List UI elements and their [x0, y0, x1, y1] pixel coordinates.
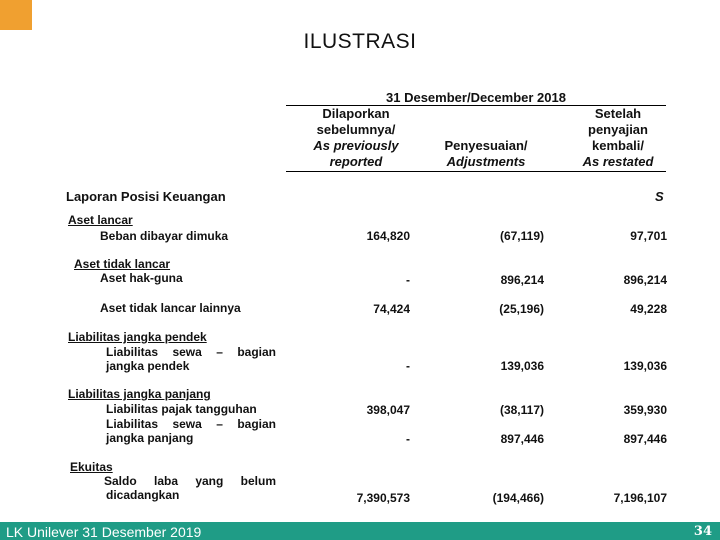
row-value-previously-reported: -	[406, 273, 410, 287]
footer-bar	[0, 522, 720, 540]
corner-accent	[0, 0, 32, 30]
row-label: Beban dibayar dimuka	[100, 229, 229, 243]
column-header-line: penyajian	[588, 122, 648, 137]
row-label-line: Saldo laba yang belum	[104, 474, 276, 488]
row-label	[106, 417, 276, 445]
column-header-line: reported	[329, 154, 383, 169]
row-value-previously-reported: 398,047	[366, 403, 410, 417]
currency-label: S	[655, 189, 664, 204]
column-header-previously-reported	[296, 106, 416, 170]
column-header-line: As previously	[313, 138, 399, 153]
group-aset-tidak-lancar: Aset tidak lancar	[74, 257, 171, 271]
row-label-line: jangka pendek	[106, 359, 190, 373]
row-value-adjustment: (194,466)	[492, 491, 544, 505]
row-value-restated: 49,228	[630, 302, 667, 316]
row-label: Liabilitas pajak tangguhan	[106, 402, 257, 416]
row-label-line: Liabilitas sewa – bagian	[106, 417, 276, 431]
row-label-line: Liabilitas sewa – bagian	[106, 345, 276, 359]
row-value-adjustment: 896,214	[500, 273, 544, 287]
footer-caption: LK Unilever 31 Desember 2019	[6, 524, 202, 540]
column-header-line: Penyesuaian/	[444, 138, 528, 153]
row-value-previously-reported: 74,424	[373, 302, 410, 316]
row-value-adjustment: (25,196)	[499, 302, 544, 316]
row-label-line: dicadangkan	[106, 488, 180, 502]
column-header-line: Dilaporkan	[322, 106, 390, 121]
group-liabilitas-jangka-panjang: Liabilitas jangka panjang	[68, 387, 211, 401]
row-value-restated: 97,701	[630, 229, 667, 243]
row-value-adjustment: (38,117)	[499, 403, 544, 417]
column-header-line: Setelah	[594, 106, 642, 121]
row-value-adjustment: 897,446	[500, 432, 544, 446]
row-label: Aset hak-guna	[100, 271, 183, 285]
row-value-restated: 359,930	[623, 403, 667, 417]
row-value-restated: 896,214	[623, 273, 667, 287]
row-value-previously-reported: 164,820	[366, 229, 410, 243]
row-label	[106, 345, 276, 373]
row-value-adjustment: (67,119)	[499, 229, 544, 243]
page-title: ILUSTRASI	[303, 30, 417, 53]
column-header-adjustments	[428, 138, 544, 170]
header-bottom-rule	[286, 171, 666, 172]
column-header-line: kembali/	[591, 138, 645, 153]
page-number: 34	[693, 524, 712, 539]
row-value-previously-reported: 7,390,573	[356, 491, 410, 505]
column-header-as-restated	[562, 106, 674, 170]
row-value-restated: 897,446	[623, 432, 667, 446]
row-value-previously-reported: -	[406, 432, 410, 446]
section-title: Laporan Posisi Keuangan	[66, 189, 226, 204]
column-header-line: sebelumnya/	[316, 122, 396, 137]
row-label	[104, 474, 276, 502]
group-ekuitas: Ekuitas	[70, 460, 113, 474]
row-label: Aset tidak lancar lainnya	[100, 301, 241, 315]
row-value-restated: 139,036	[623, 359, 667, 373]
row-value-adjustment: 139,036	[500, 359, 544, 373]
group-aset-lancar: Aset lancar	[68, 213, 133, 227]
column-header-line: Adjustments	[446, 154, 526, 169]
row-label-line: jangka panjang	[106, 431, 194, 445]
period-header: 31 Desember/December 2018	[386, 90, 566, 105]
group-liabilitas-jangka-pendek: Liabilitas jangka pendek	[68, 330, 207, 344]
row-value-restated: 7,196,107	[613, 491, 667, 505]
row-value-previously-reported: -	[406, 359, 410, 373]
column-header-line: As restated	[582, 154, 654, 169]
